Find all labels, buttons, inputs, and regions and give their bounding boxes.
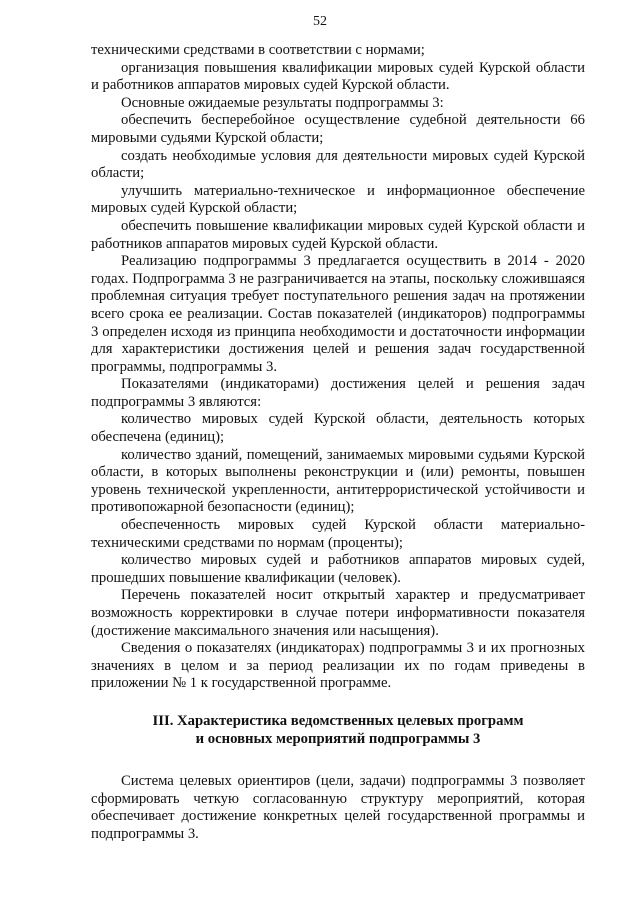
section-heading (91, 713, 585, 748)
paragraph: количество мировых судей и работников аппаратов мировых судей, прошедших повышение квалификации (человек). (91, 552, 585, 586)
paragraph: Сведения о показателях (индикаторах) подпрограммы 3 и их прогнозных значениях в целом и за период реализации их по годам приведены в приложении № 1 к государственной программе. (91, 640, 585, 692)
paragraph: количество мировых судей Курской области, деятельность которых обеспечена (единиц); (91, 411, 585, 446)
paragraph: Показателями (индикаторами) достижения целей и решения задач подпрограммы 3 являются: (91, 376, 585, 410)
paragraph: обеспеченность мировых судей Курской области материально-техническими средствами по нормам (проценты); (91, 517, 585, 551)
paragraph-continuation: техническими средствами в соответствии с нормами; (91, 42, 425, 58)
paragraph: обеспечить бесперебойное осуществление судебной деятельности 66 мировыми судьями Курской области; (91, 112, 585, 146)
section-body (91, 773, 585, 843)
paragraph: Перечень показателей носит открытый характер и предусматривает возможность корректировки в случае потери информативности показателя (достижение максимального значения или насыщения). (91, 587, 585, 639)
paragraph: создать необходимые условия для деятельности мировых судей Курской области; (91, 147, 585, 182)
paragraph: Система целевых ориентиров (цели, задачи) подпрограммы 3 позволяет сформировать четкую согласованную структуру мероприятий, которая обеспечивает достижение конкретных целей государственной программы и подпрограммы 3. (91, 773, 585, 842)
section-heading-line-2: и основных мероприятий подпрограммы 3 (195, 730, 481, 747)
paragraph: Реализацию подпрограммы 3 предлагается осуществить в 2014 - 2020 годах. Подпрограмма 3 не разграничивается на этапы, поскольку сложившаяся проблемная ситуация требует поступательного решения задач на протяжении всего срока ее реализации. Состав показателей (индикаторов) подпрограммы 3 определен исходя из принципа необходимости и достаточности информации для характеристики достижения целей и решения задач государственной программы, подпрограммы 3. (91, 253, 585, 375)
paragraph: обеспечить повышение квалификации мировых судей Курской области и работников аппаратов мировых судей Курской области. (91, 217, 585, 252)
section-heading-line-1: III. Характеристика ведомственных целевых программ (152, 713, 524, 729)
paragraph: улучшить материально-техническое и информационное обеспечение мировых судей Курской области; (91, 182, 585, 217)
body-text (91, 42, 585, 693)
page-number: 52 (313, 14, 327, 29)
paragraph: количество зданий, помещений, занимаемых мировыми судьями Курской области, в которых выполнены реконструкции и (или) ремонты, повышен уровень технической укрепленности, антитеррористической устойчивости и противопожарной безопасности (единиц); (91, 446, 585, 516)
paragraph: Основные ожидаемые результаты подпрограммы 3: (121, 94, 444, 111)
paragraph: организация повышения квалификации мировых судей Курской области и работников аппаратов мировых судей Курской области. (91, 59, 585, 94)
